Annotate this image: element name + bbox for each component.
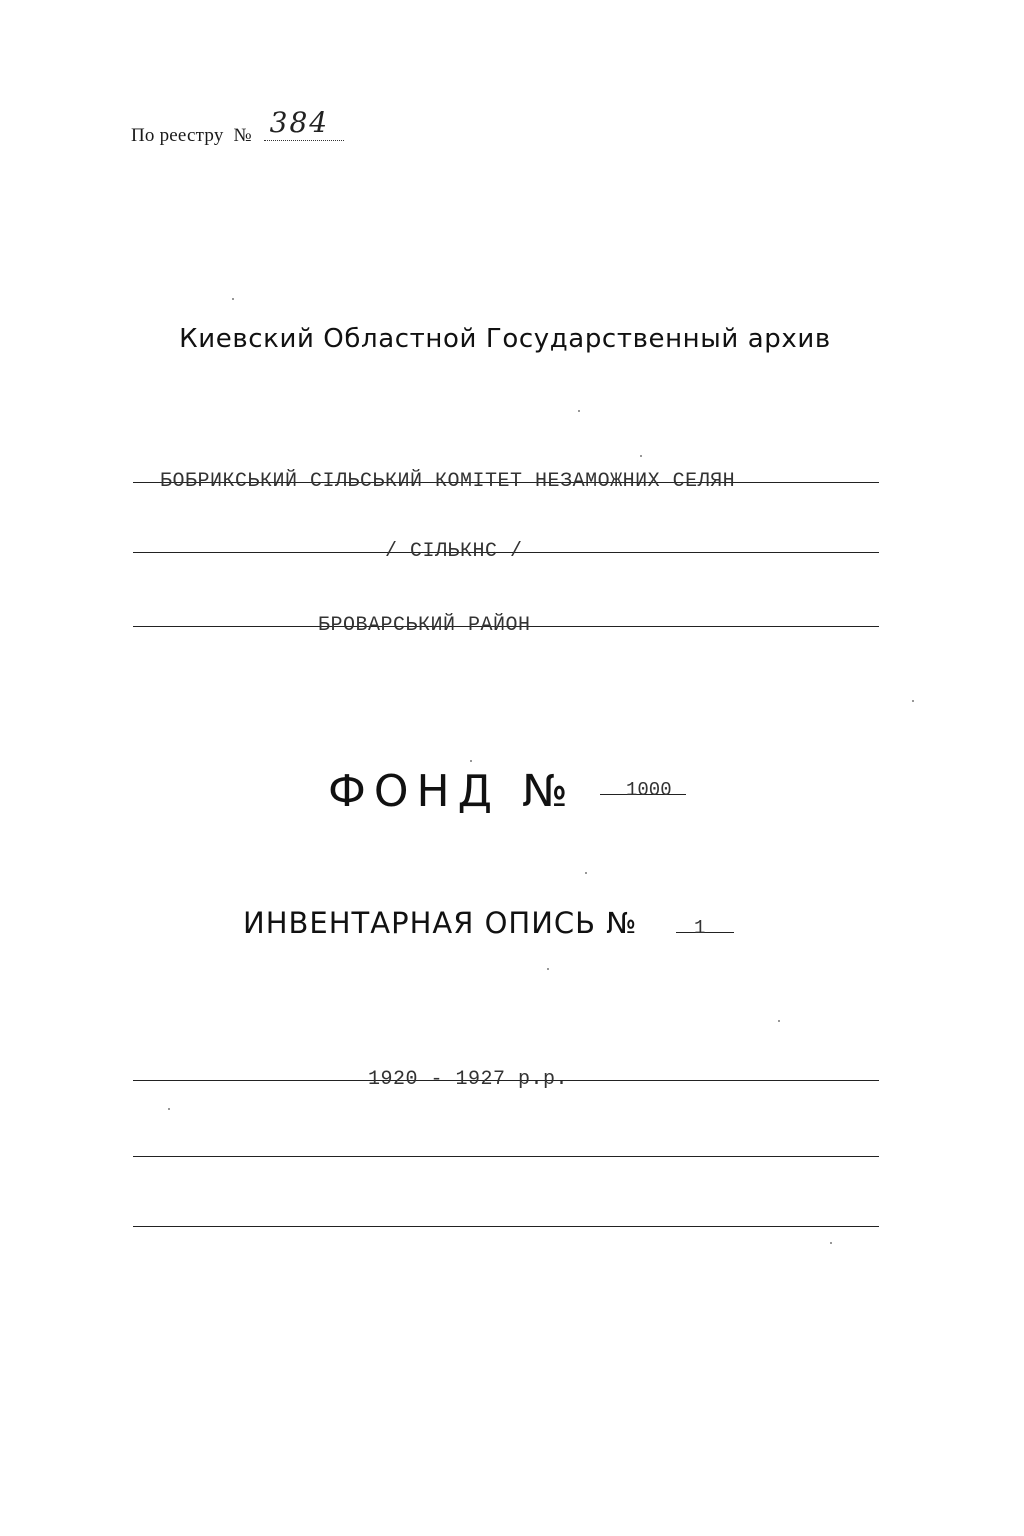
registry-number-handwritten: 384 (269, 106, 330, 139)
scan-speck (912, 700, 914, 702)
scan-speck (578, 410, 580, 412)
scan-speck (232, 298, 234, 300)
typed-line-2-text: / СІЛЬКНС / (385, 540, 523, 563)
registry-number-sign: № (233, 125, 252, 146)
inventory-heading: ИНВЕНТАРНАЯ ОПИСЬ № (243, 906, 638, 940)
inventory-number-field (676, 917, 734, 939)
registry-number-field (264, 106, 344, 141)
registry-line (131, 106, 344, 147)
scan-speck (830, 1242, 832, 1244)
registry-label: По реестру (131, 125, 224, 146)
typed-line-3-text: БРОВАРСЬКИЙ РАЙОН (318, 614, 531, 637)
blank-rule-2 (133, 1226, 879, 1227)
fond-number-field (600, 779, 686, 801)
inventory-number: 1 (694, 917, 706, 939)
scan-speck (640, 455, 642, 457)
scan-speck (168, 1108, 170, 1110)
archive-title: Киевский Областной Государственный архив (179, 324, 831, 354)
scan-speck (547, 968, 549, 970)
blank-rule-1 (133, 1156, 879, 1157)
scan-speck (470, 760, 472, 762)
typed-line-1-text: БОБРИКСЬКИЙ СІЛЬСЬКИЙ КОМІТЕТ НЕЗАМОЖНИХ СЕЛЯН (160, 470, 736, 493)
fond-number: 1000 (626, 779, 672, 801)
scan-speck (778, 1020, 780, 1022)
fond-heading: ФОНД № (328, 766, 576, 817)
scan-speck (585, 872, 587, 874)
years-text: 1920 - 1927 р.р. (368, 1068, 569, 1091)
